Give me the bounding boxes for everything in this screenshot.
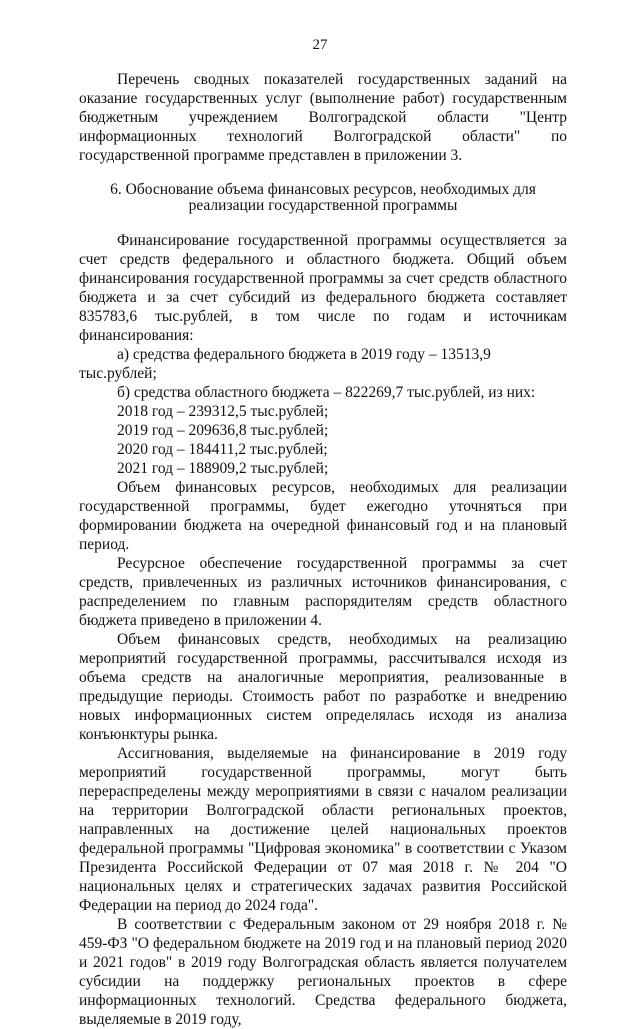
list-item-year-2019: 2019 год – 209636,8 тыс.рублей;	[117, 422, 329, 439]
paragraph-financing-total: Финансирование государственной программы осуществляется за счет средств федерального и областного бюджета. Общий объем финансирования государственной программы за счет средств областного бюджета и за счет субсидий из федерального бюджета составляет 835783,6 тыс.рублей, в том числе по годам и источникам финансирования:	[79, 232, 567, 344]
list-item-regional: б) средства областного бюджета – 822269,7 тыс.рублей, из них:	[117, 384, 536, 401]
paragraph-annual-adjustment: Объем финансовых ресурсов, необходимых для реализации государственной программы, будет ежегодно уточняться при формировании бюджета на очередной финансовый год и на плановый период.	[79, 479, 567, 553]
list-item-year-2018: 2018 год – 239312,5 тыс.рублей;	[117, 403, 329, 420]
paragraph-allocations: Ассигнования, выделяемые на финансирование в 2019 году мероприятий государственной программы, могут быть перераспределены между мероприятиями в связи с началом реализации на территории Волгоградской области региональных проектов, направленных на достижение целей национальных проектов федеральной программы "Цифровая экономика" в соответствии с Указом Президента Российской Федерации от 07 мая 2018 г. № 204 "О национальных целях и стратегических задачах развития Российской Федерации на период до 2024 года".	[79, 745, 567, 914]
paragraph-federal-law: В соответствии с Федеральным законом от 29 ноября 2018 г. № 459-ФЗ "О федеральном бюджете на 2019 год и на плановый период 2020 и 2021 годов" в 2019 году Волгоградская область является получателем субсидии на поддержку региональных проектов в сфере информационных технологий. Средства федерального бюджета, выделяемые в 2019 году,	[79, 916, 567, 1028]
list-item-federal: а) средства федерального бюджета в 2019 году – 13513,9 тыс.рублей;	[79, 346, 491, 382]
list-item-year-2020: 2020 год – 184411,2 тыс.рублей;	[117, 441, 328, 458]
section-heading: 6. Обоснование объема финансовых ресурсов, необходимых для реализации государственной программы	[110, 181, 536, 214]
paragraph-resource-provision: Ресурсное обеспечение государственной программы за счет средств, привлеченных из различных источников финансирования, с распределением по главным распорядителям средств областного бюджета приведено в приложении 4.	[79, 555, 567, 629]
page-number: 27	[312, 37, 328, 53]
paragraph-calculation-basis: Объем финансовых средств, необходимых на реализацию мероприятий государственной программы, рассчитывался исходя из объема средств на аналогичные мероприятия, реализованные в предыдущие периоды. Стоимость работ по разработке и внедрению новых информационных систем определялась исходя из анализа конъюнктуры рынка.	[79, 631, 567, 743]
list-item-year-2021: 2021 год – 188909,2 тыс.рублей;	[117, 460, 329, 477]
document-body	[79, 70, 567, 1029]
paragraph-state-tasks: Перечень сводных показателей государственных заданий на оказание государственных услуг (выполнение работ) государственным бюджетным учреждением Волгоградской области "Центр информационных технологий Волгоградской области" по государственной программе представлен в приложении 3.	[79, 71, 567, 164]
